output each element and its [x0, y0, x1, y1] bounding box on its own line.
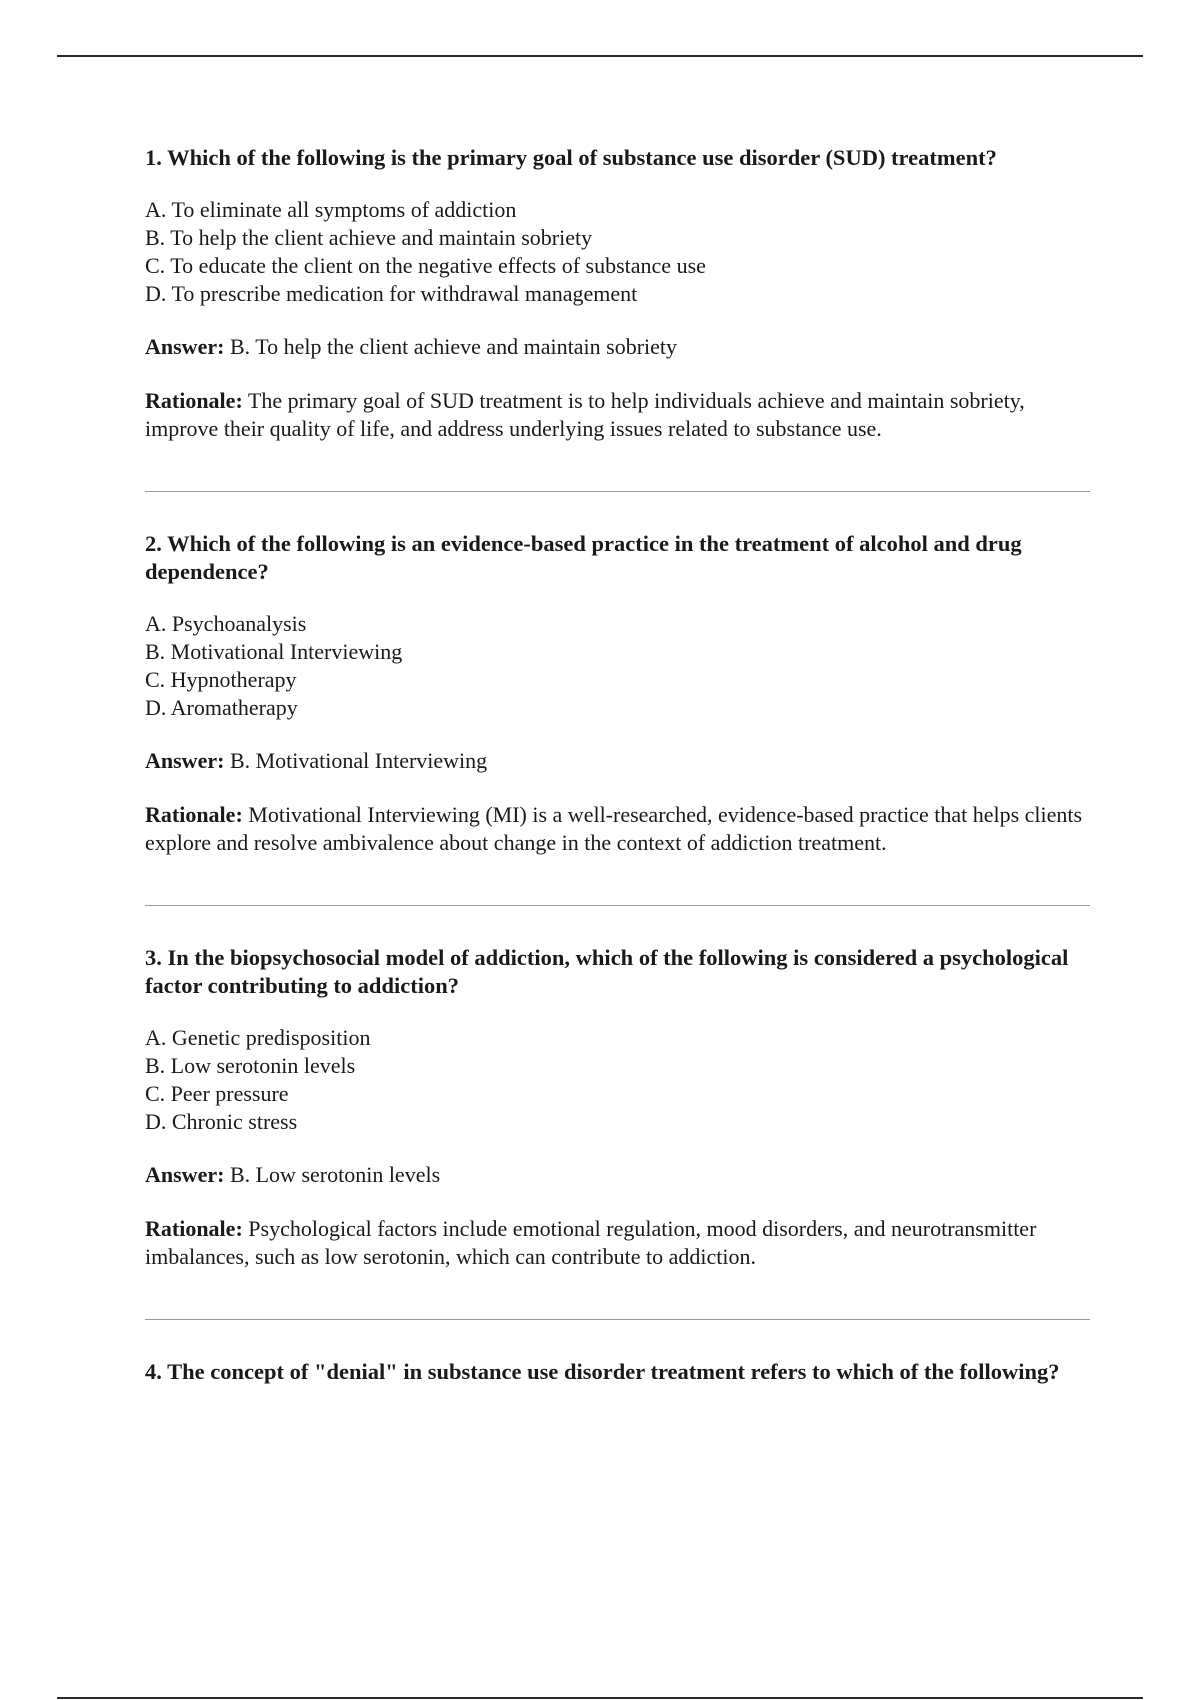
rationale-label: Rationale: — [145, 802, 243, 827]
page-top-rule — [57, 55, 1143, 57]
option-d: D. To prescribe medication for withdrawal management — [145, 281, 638, 306]
page-content — [145, 144, 1090, 1410]
page-bottom-rule — [57, 1697, 1143, 1699]
question-divider — [145, 1319, 1090, 1320]
rationale — [145, 387, 1090, 443]
option-c: C. Hypnotherapy — [145, 667, 297, 692]
answer-label: Answer: — [145, 748, 225, 773]
rationale-label: Rationale: — [145, 1216, 243, 1241]
answer-text: B. Low serotonin levels — [229, 1162, 441, 1187]
answer — [145, 747, 1090, 775]
rationale-text: Psychological factors include emotional regulation, mood disorders, and neurotransmitter imbalances, such as low serotonin, which can contribute to addiction. — [145, 1216, 1037, 1269]
question-4 — [145, 1358, 1090, 1386]
answer-text: B. Motivational Interviewing — [229, 748, 488, 773]
option-c: C. To educate the client on the negative effects of substance use — [145, 253, 706, 278]
answer-label: Answer: — [145, 1162, 225, 1187]
option-a: A. Genetic predisposition — [145, 1025, 371, 1050]
option-b: B. To help the client achieve and maintain sobriety — [145, 225, 593, 250]
question-title: 1. Which of the following is the primary goal of substance use disorder (SUD) treatment? — [145, 145, 997, 170]
question-divider — [145, 491, 1090, 492]
question-2 — [145, 530, 1090, 857]
option-b: B. Motivational Interviewing — [145, 639, 403, 664]
question-title: 3. In the biopsychosocial model of addiction, which of the following is considered a psychological factor contributing to addiction? — [145, 945, 1069, 998]
answer — [145, 1161, 1090, 1189]
options-list — [145, 610, 1090, 722]
option-a: A. Psychoanalysis — [145, 611, 307, 636]
option-d: D. Chronic stress — [145, 1109, 298, 1134]
answer — [145, 333, 1090, 361]
question-divider — [145, 905, 1090, 906]
option-d: D. Aromatherapy — [145, 695, 298, 720]
rationale — [145, 1215, 1090, 1271]
rationale-text: Motivational Interviewing (MI) is a well-researched, evidence-based practice that helps clients explore and resolve ambivalence about change in the context of addiction treatment. — [145, 802, 1083, 855]
question-title: 4. The concept of "denial" in substance use disorder treatment refers to which of the following? — [145, 1359, 1060, 1384]
options-list — [145, 196, 1090, 308]
options-list — [145, 1024, 1090, 1136]
question-3 — [145, 944, 1090, 1271]
option-c: C. Peer pressure — [145, 1081, 289, 1106]
answer-text: B. To help the client achieve and maintain sobriety — [229, 334, 678, 359]
option-b: B. Low serotonin levels — [145, 1053, 356, 1078]
rationale-text: The primary goal of SUD treatment is to help individuals achieve and maintain sobriety, improve their quality of life, and address underlying issues related to substance use. — [145, 388, 1025, 441]
question-1 — [145, 144, 1090, 443]
question-title: 2. Which of the following is an evidence-based practice in the treatment of alcohol and drug dependence? — [145, 531, 1022, 584]
option-a: A. To eliminate all symptoms of addiction — [145, 197, 517, 222]
rationale — [145, 801, 1090, 857]
rationale-label: Rationale: — [145, 388, 243, 413]
answer-label: Answer: — [145, 334, 225, 359]
